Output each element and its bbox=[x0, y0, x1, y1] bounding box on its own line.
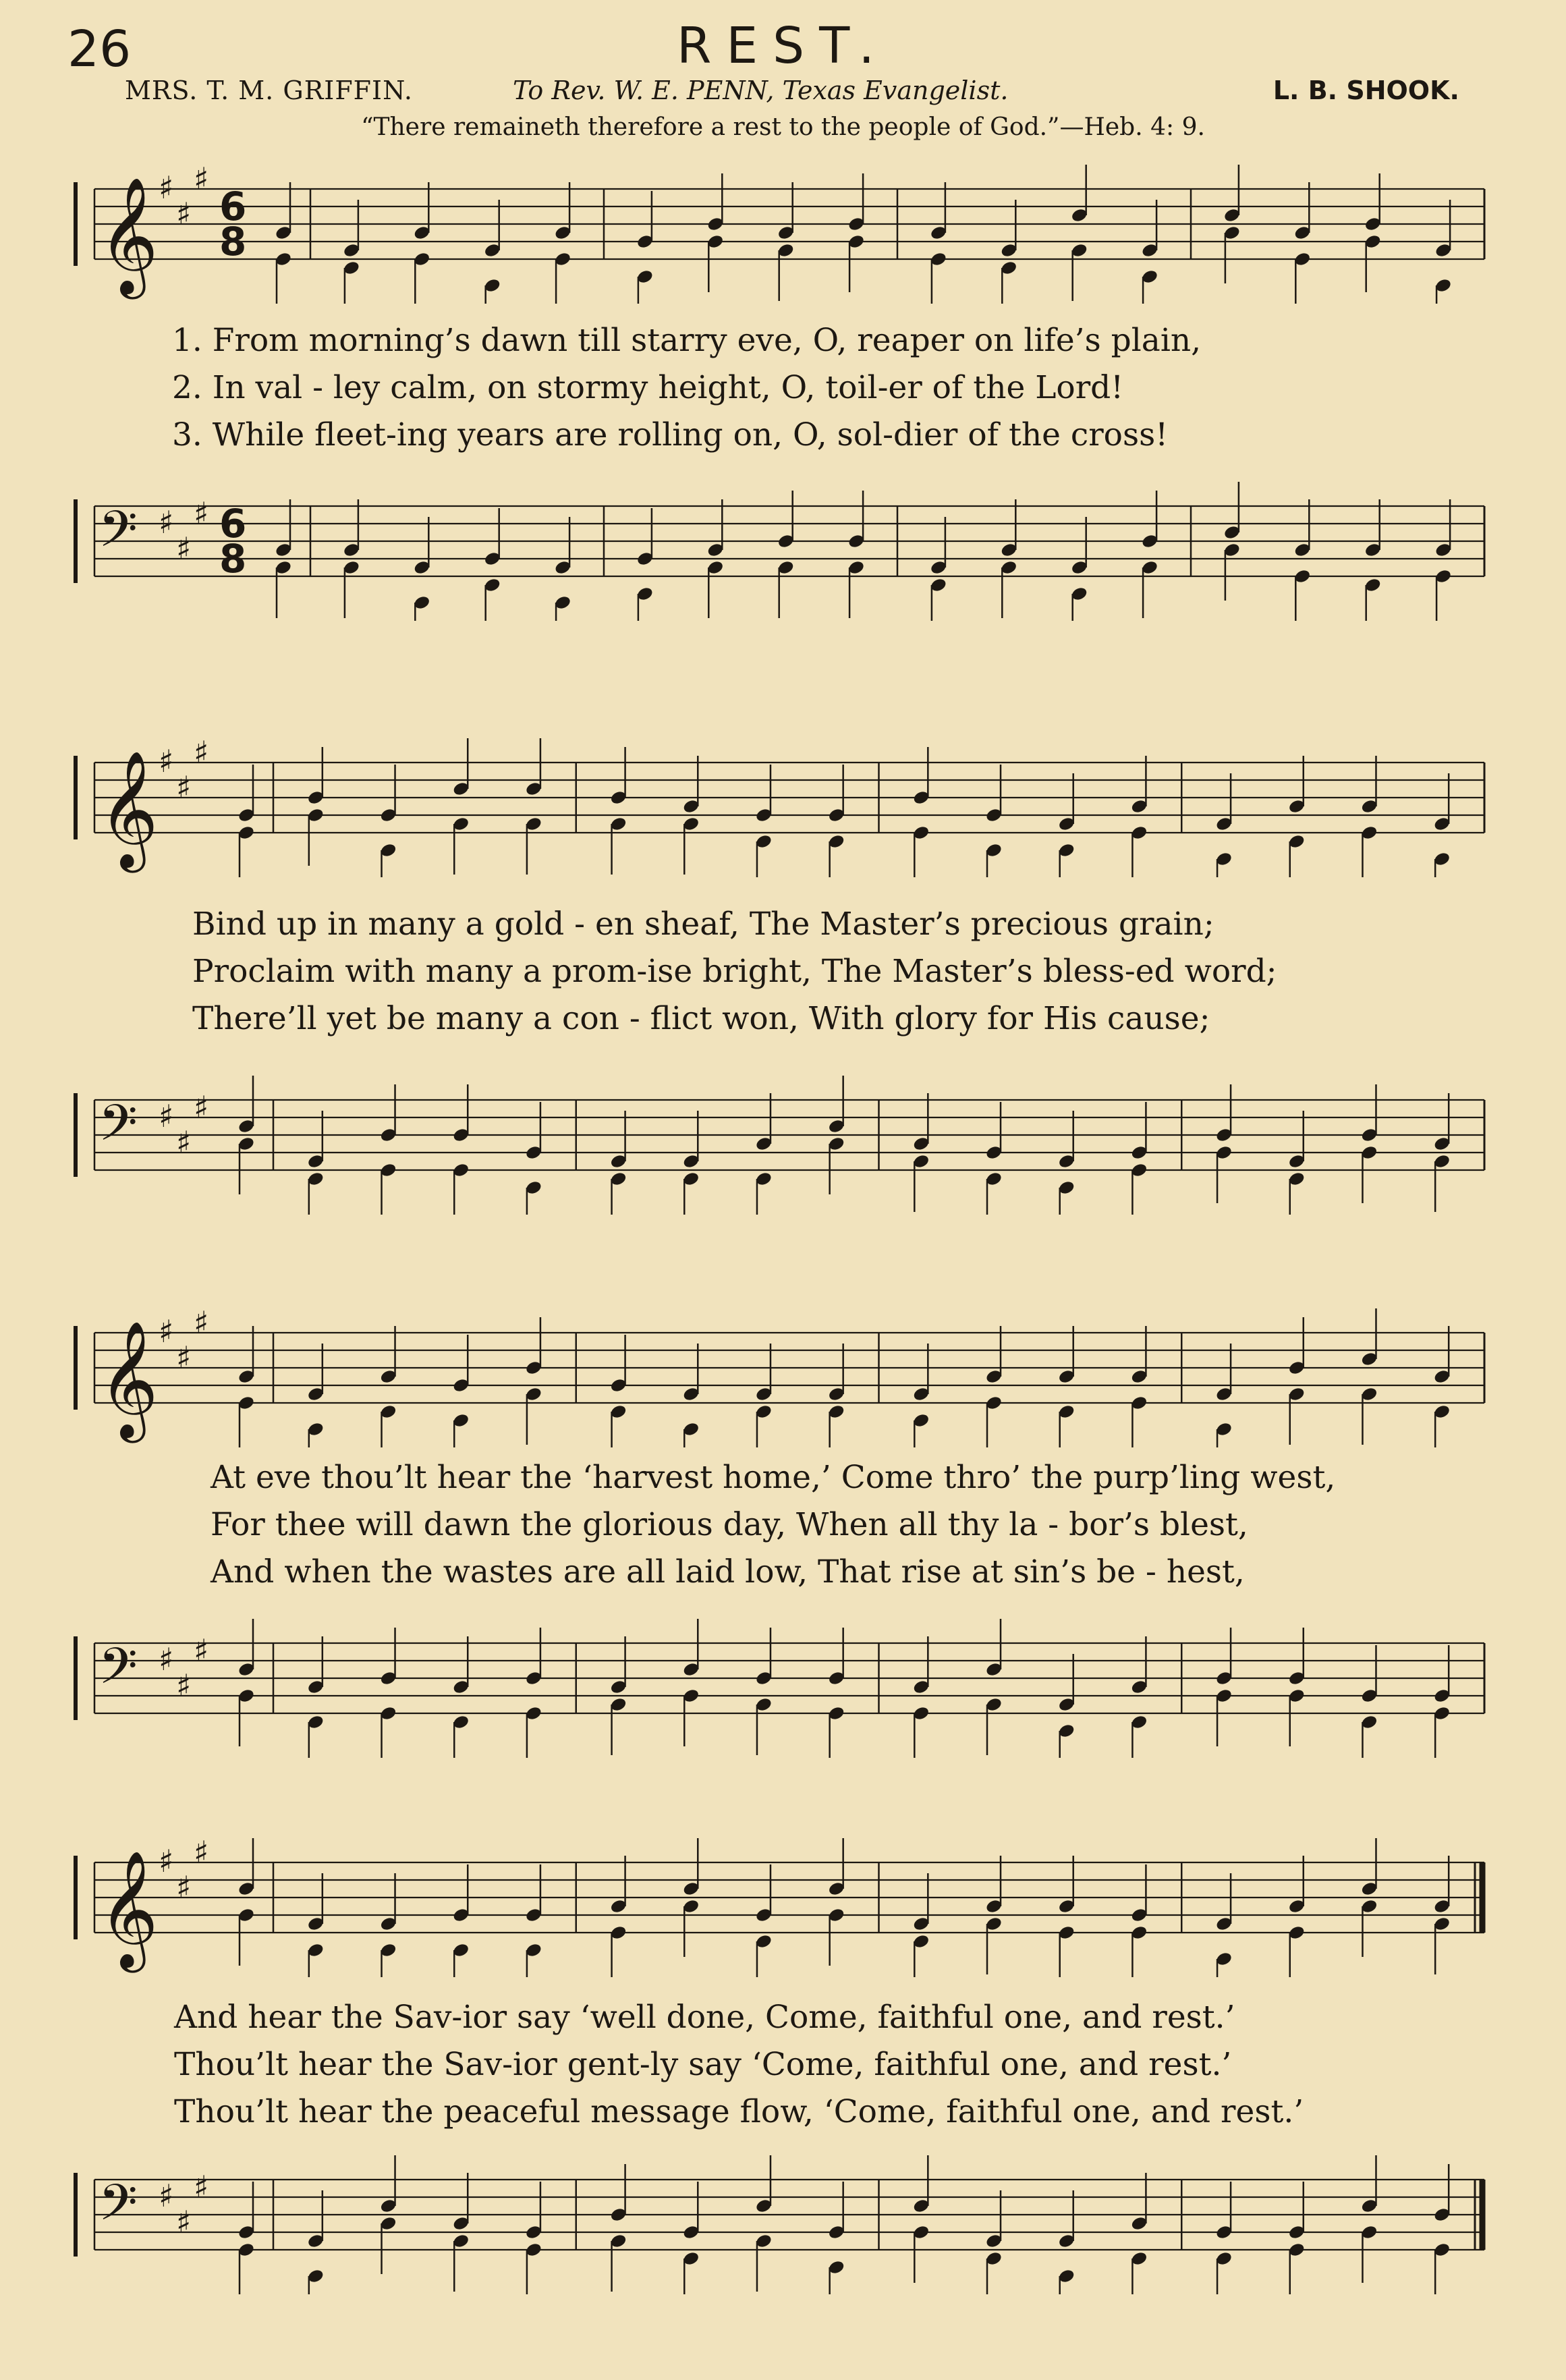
sharp-icon: ♯ bbox=[194, 736, 209, 771]
system-1-treble-staff bbox=[0, 162, 1566, 304]
verse-2-line: 2. In val - ley calm, on stormy height, O, toil-er of the Lord! bbox=[172, 369, 1124, 406]
sharp-icon: ♯ bbox=[194, 1306, 209, 1341]
verse-3-line: There’ll yet be many a con - flict won, With glory for His cause; bbox=[192, 1000, 1210, 1037]
system-1-bass-staff bbox=[0, 479, 1566, 621]
sharp-icon: ♯ bbox=[194, 495, 209, 532]
dedication: To Rev. W. E. PENN, Texas Evangelist. bbox=[513, 76, 1009, 105]
time-signature-numerator: 6 bbox=[219, 501, 247, 547]
verse-3-line: Thou’lt hear the peaceful message flow, ‘Come, faithful one, and rest.’ bbox=[174, 2093, 1304, 2130]
sharp-icon: ♯ bbox=[176, 1869, 192, 1906]
verse-2-line: Thou’lt hear the Sav-ior gent-ly say ‘Come, faithful one, and rest.’ bbox=[174, 2046, 1232, 2083]
verse-1-line: And hear the Sav-ior say ‘well done, Come, faithful one, and rest.’ bbox=[174, 1999, 1235, 2036]
page-number: 26 bbox=[67, 20, 132, 78]
sharp-icon: ♯ bbox=[159, 2178, 174, 2214]
verse-1-line: 1. From morning’s dawn till starry eve, O, reaper on life’s plain, bbox=[172, 322, 1202, 359]
verse-3-line: And when the wastes are all laid low, That rise at sin’s be - hest, bbox=[211, 1553, 1245, 1590]
time-signature-denominator: 8 bbox=[219, 536, 247, 582]
sharp-icon: ♯ bbox=[159, 1313, 174, 1350]
treble-clef-icon: 𝄞 bbox=[99, 1850, 159, 1968]
sharp-icon: ♯ bbox=[194, 1835, 209, 1871]
system-2-treble-staff bbox=[0, 736, 1566, 877]
bass-clef-icon: 𝄢 bbox=[99, 1637, 138, 1708]
system-3-lyrics bbox=[211, 1454, 1335, 1596]
sharp-icon: ♯ bbox=[176, 1339, 192, 1376]
sharp-icon: ♯ bbox=[159, 504, 174, 541]
verse-1-line: At eve thou’lt hear the ‘harvest home,’ Come thro’ the purp’ling west, bbox=[211, 1459, 1336, 1496]
system-4-treble-staff bbox=[0, 1835, 1566, 1977]
system-2-lyrics bbox=[192, 901, 1277, 1043]
verse-2-line: Proclaim with many a prom-ise bright, The Master’s bless-ed word; bbox=[192, 953, 1277, 990]
sharp-icon: ♯ bbox=[176, 769, 192, 806]
time-signature-numerator: 6 bbox=[219, 184, 247, 229]
system-4-lyrics bbox=[174, 1994, 1304, 2136]
system-3-treble-staff bbox=[0, 1306, 1566, 1447]
system-4-bass-staff bbox=[0, 2153, 1566, 2294]
sharp-icon: ♯ bbox=[159, 169, 174, 206]
time-signature-denominator: 8 bbox=[219, 219, 247, 265]
system-3-bass-staff bbox=[0, 1616, 1566, 1758]
sharp-icon: ♯ bbox=[176, 530, 192, 567]
sharp-icon: ♯ bbox=[176, 1667, 192, 1704]
sharp-icon: ♯ bbox=[194, 162, 209, 197]
bass-clef-icon: 𝄢 bbox=[99, 1094, 138, 1165]
composer-credit: L. B. SHOOK. bbox=[1273, 76, 1459, 105]
sharp-icon: ♯ bbox=[159, 1098, 174, 1134]
sharp-icon: ♯ bbox=[194, 1089, 209, 1126]
scripture-epigraph: “There remaineth therefore a rest to the people of God.”—Heb. 4: 9. bbox=[361, 113, 1205, 141]
sharp-icon: ♯ bbox=[159, 743, 174, 779]
hymn-title: REST. bbox=[676, 17, 890, 75]
sharp-icon: ♯ bbox=[176, 2204, 192, 2240]
verse-1-line: Bind up in many a gold - en sheaf, The Master’s precious grain; bbox=[192, 906, 1214, 943]
verse-2-line: For thee will dawn the glorious day, When all thy la - bor’s blest, bbox=[211, 1506, 1248, 1543]
treble-clef-icon: 𝄞 bbox=[99, 177, 159, 294]
sharp-icon: ♯ bbox=[194, 2169, 209, 2205]
verse-3-line: 3. While fleet-ing years are rolling on, O, sol-dier of the cross! bbox=[172, 416, 1169, 453]
treble-clef-icon: 𝄞 bbox=[99, 1321, 159, 1438]
sharp-icon: ♯ bbox=[159, 1641, 174, 1678]
sharp-icon: ♯ bbox=[159, 1843, 174, 1879]
system-1-lyrics bbox=[172, 317, 1201, 459]
lyricist-credit: MRS. T. M. GRIFFIN. bbox=[125, 76, 413, 105]
system-2-bass-staff bbox=[0, 1073, 1566, 1215]
sharp-icon: ♯ bbox=[194, 1632, 209, 1669]
treble-clef-icon: 𝄞 bbox=[99, 750, 159, 868]
bass-clef-icon: 𝄢 bbox=[99, 500, 138, 571]
sharp-icon: ♯ bbox=[176, 196, 192, 232]
sharp-icon: ♯ bbox=[176, 1124, 192, 1161]
bass-clef-icon: 𝄢 bbox=[99, 2174, 138, 2244]
